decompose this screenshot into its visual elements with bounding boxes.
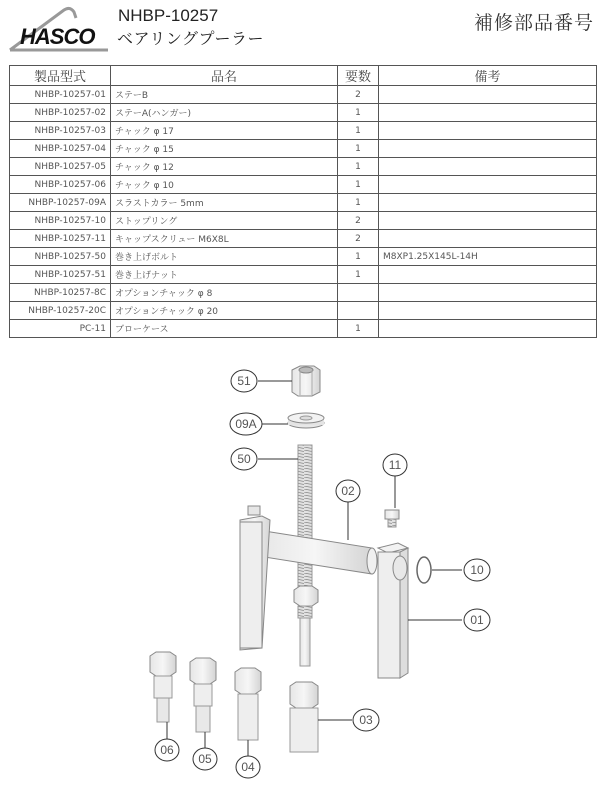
column-header-name: 品名 bbox=[111, 66, 338, 86]
parts-table bbox=[9, 65, 597, 338]
callout-05 bbox=[193, 748, 217, 770]
callout-06 bbox=[155, 739, 179, 761]
callout-01 bbox=[464, 609, 490, 631]
part-01-stay-left bbox=[240, 506, 270, 650]
part-code: NHBP-10257-8C bbox=[10, 284, 111, 302]
document-title: 補修部品番号 bbox=[473, 12, 594, 34]
part-qty: 1 bbox=[338, 194, 379, 212]
part-note: M8XP1.25X145L-14H bbox=[379, 248, 597, 266]
part-name: ステーA(ハンガー) bbox=[111, 104, 338, 122]
part-02-hanger bbox=[253, 530, 377, 574]
part-note bbox=[379, 284, 597, 302]
part-name: ストップリング bbox=[111, 212, 338, 230]
part-note bbox=[379, 158, 597, 176]
part-name: チャック φ 17 bbox=[111, 122, 338, 140]
part-51-nut bbox=[292, 366, 320, 396]
exploded-parts-diagram bbox=[0, 350, 606, 786]
part-09A-washer bbox=[288, 413, 324, 428]
table-row bbox=[10, 122, 597, 140]
part-code: NHBP-10257-02 bbox=[10, 104, 111, 122]
part-qty bbox=[338, 302, 379, 320]
part-code: NHBP-10257-11 bbox=[10, 230, 111, 248]
table-row bbox=[10, 104, 597, 122]
part-qty: 1 bbox=[338, 320, 379, 338]
part-qty: 1 bbox=[338, 140, 379, 158]
part-name: スラストカラー 5mm bbox=[111, 194, 338, 212]
callout-04 bbox=[236, 756, 260, 778]
part-note bbox=[379, 104, 597, 122]
part-06-chuck bbox=[150, 652, 176, 722]
part-name: チャック φ 15 bbox=[111, 140, 338, 158]
svg-text:11: 11 bbox=[388, 458, 402, 472]
part-05-chuck bbox=[190, 658, 216, 732]
part-qty: 1 bbox=[338, 266, 379, 284]
callout-51 bbox=[231, 370, 257, 392]
part-04-chuck bbox=[235, 668, 261, 740]
part-code: NHBP-10257-20C bbox=[10, 302, 111, 320]
part-note bbox=[379, 140, 597, 158]
part-note bbox=[379, 86, 597, 104]
part-code: NHBP-10257-03 bbox=[10, 122, 111, 140]
part-note bbox=[379, 230, 597, 248]
callout-50 bbox=[231, 448, 257, 470]
svg-text:05: 05 bbox=[198, 752, 212, 766]
table-row bbox=[10, 176, 597, 194]
table-row bbox=[10, 212, 597, 230]
column-header-note: 備考 bbox=[379, 66, 597, 86]
part-note bbox=[379, 320, 597, 338]
table-row bbox=[10, 284, 597, 302]
callout-09A bbox=[230, 413, 262, 435]
part-code: NHBP-10257-01 bbox=[10, 86, 111, 104]
callout-02 bbox=[336, 480, 360, 502]
part-name: キャップスクリュー M6X8L bbox=[111, 230, 338, 248]
part-note bbox=[379, 266, 597, 284]
part-code: NHBP-10257-06 bbox=[10, 176, 111, 194]
part-code: NHBP-10257-05 bbox=[10, 158, 111, 176]
svg-text:09A: 09A bbox=[235, 417, 257, 431]
svg-text:02: 02 bbox=[341, 484, 355, 498]
part-qty bbox=[338, 284, 379, 302]
table-row bbox=[10, 158, 597, 176]
part-note bbox=[379, 122, 597, 140]
table-row bbox=[10, 248, 597, 266]
svg-text:10: 10 bbox=[470, 563, 484, 577]
part-name: ステーB bbox=[111, 86, 338, 104]
hasco-logo bbox=[8, 4, 116, 54]
part-note bbox=[379, 302, 597, 320]
part-note bbox=[379, 176, 597, 194]
svg-text:04: 04 bbox=[241, 760, 255, 774]
svg-text:50: 50 bbox=[237, 452, 251, 466]
table-header-row bbox=[10, 66, 597, 86]
part-name: オプションチャック φ 20 bbox=[111, 302, 338, 320]
svg-text:51: 51 bbox=[237, 374, 251, 388]
part-qty: 1 bbox=[338, 104, 379, 122]
part-qty: 2 bbox=[338, 86, 379, 104]
part-name: 巻き上げボルト bbox=[111, 248, 338, 266]
document-header bbox=[0, 0, 606, 60]
column-header-code: 製品型式 bbox=[10, 66, 111, 86]
table-row bbox=[10, 266, 597, 284]
part-code: NHBP-10257-04 bbox=[10, 140, 111, 158]
column-header-qty: 要数 bbox=[338, 66, 379, 86]
part-code: NHBP-10257-10 bbox=[10, 212, 111, 230]
part-qty: 2 bbox=[338, 230, 379, 248]
part-code: NHBP-10257-50 bbox=[10, 248, 111, 266]
part-name: 巻き上げナット bbox=[111, 266, 338, 284]
part-code: NHBP-10257-51 bbox=[10, 266, 111, 284]
part-note bbox=[379, 194, 597, 212]
table-row bbox=[10, 86, 597, 104]
part-code: PC-11 bbox=[10, 320, 111, 338]
table-row bbox=[10, 140, 597, 158]
part-10-stop-ring bbox=[417, 557, 431, 583]
svg-text:01: 01 bbox=[470, 613, 484, 627]
part-name: オプションチャック φ 8 bbox=[111, 284, 338, 302]
part-01-stay-right bbox=[378, 543, 408, 678]
part-name: チャック φ 10 bbox=[111, 176, 338, 194]
part-qty: 1 bbox=[338, 158, 379, 176]
part-name: ブローケース bbox=[111, 320, 338, 338]
model-number: NHBP-10257 bbox=[118, 6, 219, 25]
svg-text:06: 06 bbox=[160, 743, 174, 757]
table-row bbox=[10, 230, 597, 248]
part-qty: 1 bbox=[338, 176, 379, 194]
part-name: チャック φ 12 bbox=[111, 158, 338, 176]
svg-text:03: 03 bbox=[359, 713, 373, 727]
callout-03 bbox=[353, 709, 379, 731]
part-qty: 1 bbox=[338, 122, 379, 140]
table-row bbox=[10, 194, 597, 212]
table-row bbox=[10, 302, 597, 320]
part-03-chuck bbox=[290, 682, 318, 752]
table-row bbox=[10, 320, 597, 338]
part-qty: 2 bbox=[338, 212, 379, 230]
part-11-cap-screw bbox=[385, 510, 399, 527]
part-qty: 1 bbox=[338, 248, 379, 266]
callout-10 bbox=[464, 559, 490, 581]
part-code: NHBP-10257-09A bbox=[10, 194, 111, 212]
callout-11 bbox=[383, 454, 407, 476]
svg-text:HASCO: HASCO bbox=[20, 24, 95, 49]
part-note bbox=[379, 212, 597, 230]
product-name: ベアリングプーラー bbox=[117, 29, 265, 48]
